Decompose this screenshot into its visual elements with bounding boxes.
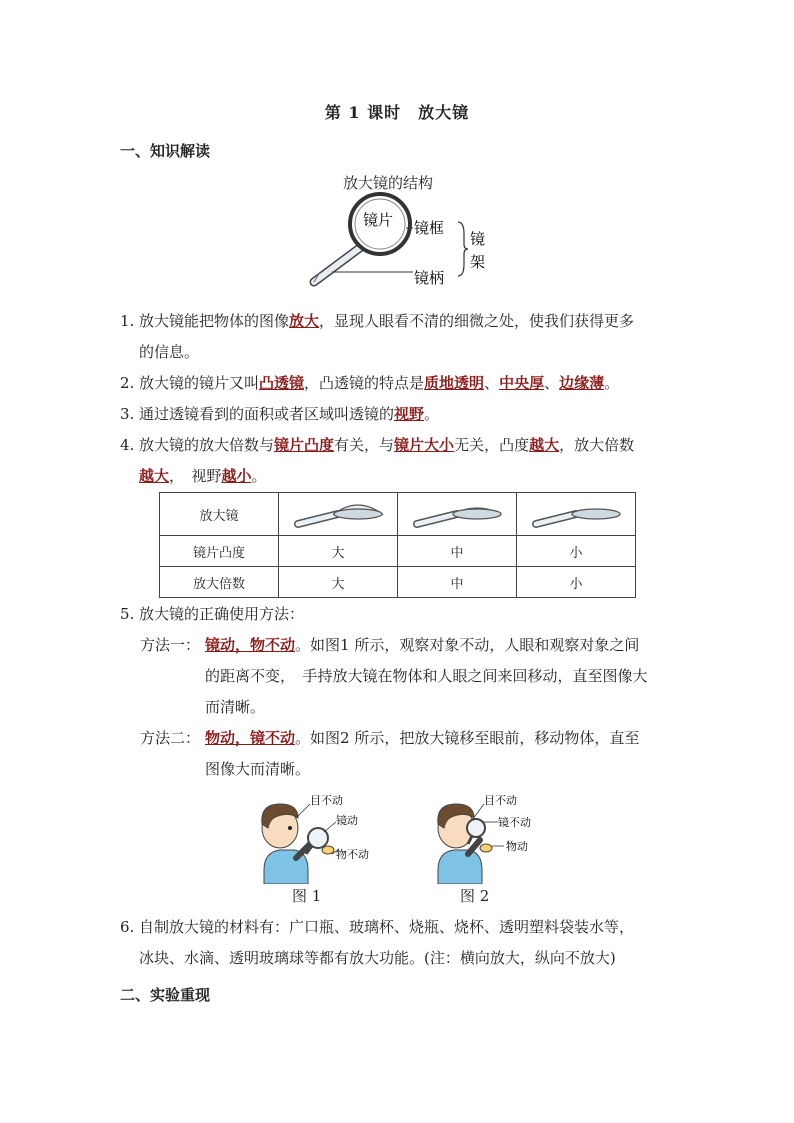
paragraph-1 — [120, 306, 680, 368]
figure-1-caption: 图 1 — [292, 887, 322, 905]
method-one — [140, 630, 680, 723]
fig1-lens-label: 镜动 — [336, 814, 358, 827]
magnifier-structure-diagram — [300, 192, 500, 292]
key-term: 物动，镜不动 — [205, 729, 296, 747]
magnifier-comparison-table — [159, 492, 636, 598]
text: 有关，与 — [334, 436, 395, 454]
eye-pointer-line — [296, 804, 310, 818]
text: 、 — [484, 374, 500, 392]
key-term: 越小 — [221, 467, 252, 485]
text: 放大镜的镜片又叫 — [139, 374, 260, 392]
table-cell: 小 — [517, 567, 636, 598]
magnifier-large-icon — [279, 493, 398, 536]
table-cell: 中 — [398, 536, 517, 567]
frame-label: 镜框 — [414, 219, 445, 237]
key-term: 镜片大小 — [394, 436, 455, 454]
magnifier-medium-icon — [398, 493, 517, 536]
magnifier-small-icon — [517, 493, 636, 536]
text: 通过透镜看到的面积或者区域叫透镜的 — [139, 405, 395, 423]
text: 而清晰。 — [205, 698, 266, 716]
item-number: 3. — [120, 405, 135, 423]
figure-2-caption: 图 2 — [460, 887, 490, 905]
table-cell: 小 — [517, 536, 636, 567]
eye-pointer-line — [472, 804, 484, 820]
table-row — [160, 493, 636, 536]
text: 自制放大镜的材料有：广口瓶、玻璃杯、烧瓶、烧杯、透明塑料袋装水等， — [139, 918, 635, 936]
paragraph-3 — [120, 399, 680, 430]
text: 无关，凸度 — [454, 436, 530, 454]
text: 。 — [604, 374, 620, 392]
text: 。如图1 所示，观察对象不动，人眼和观察对象之间 — [295, 636, 640, 654]
paragraph-2 — [120, 368, 680, 399]
table-row — [160, 567, 636, 598]
item-number: 4. — [120, 436, 135, 454]
key-term: 越大 — [529, 436, 560, 454]
item-number: 5. — [120, 605, 135, 623]
fig2-lens-label: 镜不动 — [498, 816, 531, 829]
fig2-object-label: 物动 — [506, 840, 528, 853]
text: 。 — [424, 405, 440, 423]
text: 冰块、水滴、透明玻璃球等都有放大功能。(注：横向放大，纵向不放大) — [139, 949, 616, 967]
key-term: 越大 — [139, 467, 170, 485]
lens-pointer-line — [324, 822, 336, 832]
text: 放大镜的放大倍数与 — [139, 436, 275, 454]
key-term: 视野 — [394, 405, 425, 423]
key-term: 凸透镜 — [259, 374, 305, 392]
text: 的信息。 — [139, 343, 200, 361]
key-term: 中央厚 — [499, 374, 545, 392]
method-label: 方法一： — [140, 636, 201, 654]
text: 放大镜的正确使用方法： — [139, 605, 305, 623]
method-label: 方法二： — [140, 729, 201, 747]
boy-icon — [262, 804, 310, 884]
figure-2-illustration — [428, 792, 568, 884]
page-title: 第 1 课时 放大镜 — [324, 103, 470, 122]
table-cell: 大 — [279, 536, 398, 567]
item-number: 2. — [120, 374, 135, 392]
text: ， 视野 — [169, 467, 222, 485]
table-row-header: 放大镜 — [160, 493, 279, 536]
text: ，放大倍数 — [559, 436, 635, 454]
paragraph-5 — [120, 599, 680, 630]
holder-label-top: 镜 — [470, 230, 486, 248]
text: 。 — [251, 467, 267, 485]
table-row-header: 放大倍数 — [160, 567, 279, 598]
object-icon — [322, 846, 334, 854]
text: 的距离不变， 手持放大镜在物体和人眼之间来回移动，直至图像大 — [205, 667, 648, 685]
key-term: 边缘薄 — [559, 374, 605, 392]
table-cell: 中 — [398, 567, 517, 598]
fig2-eye-label: 目不动 — [484, 794, 517, 807]
text: ，显现人眼看不清的细微之处，使我们获得更多 — [319, 312, 635, 330]
table-row-header: 镜片凸度 — [160, 536, 279, 567]
method-two — [140, 723, 680, 785]
object-icon — [480, 844, 492, 852]
key-term: 镜片凸度 — [274, 436, 335, 454]
text: 。如图2 所示，把放大镜移至眼前，移动物体，直至 — [295, 729, 640, 747]
item-number: 6. — [120, 918, 135, 936]
key-term: 镜动，物不动 — [205, 636, 296, 654]
diagram-title: 放大镜的结构 — [343, 174, 434, 192]
fig1-object-label: 物不动 — [336, 848, 369, 861]
table-cell: 大 — [279, 567, 398, 598]
section-heading-experiment: 二、实验重现 — [120, 986, 211, 1004]
fig1-eye-label: 目不动 — [310, 794, 343, 807]
paragraph-6 — [120, 912, 680, 974]
text: ，凸透镜的特点是 — [304, 374, 425, 392]
text: 放大镜能把物体的图像 — [139, 312, 290, 330]
text: 、 — [544, 374, 560, 392]
lens-label: 镜片 — [363, 211, 394, 229]
text: 图像大而清晰。 — [205, 760, 311, 778]
holder-label-bottom: 架 — [470, 253, 486, 271]
item-number: 1. — [120, 312, 135, 330]
handle-label: 镜柄 — [414, 269, 445, 287]
holder-brace — [458, 222, 468, 276]
figure-1-illustration — [250, 792, 390, 884]
paragraph-4 — [120, 430, 680, 492]
table-row — [160, 536, 636, 567]
section-heading-knowledge: 一、知识解读 — [120, 142, 211, 160]
magnifier-handle-icon — [314, 247, 361, 282]
key-term: 质地透明 — [424, 374, 485, 392]
key-term: 放大 — [289, 312, 320, 330]
